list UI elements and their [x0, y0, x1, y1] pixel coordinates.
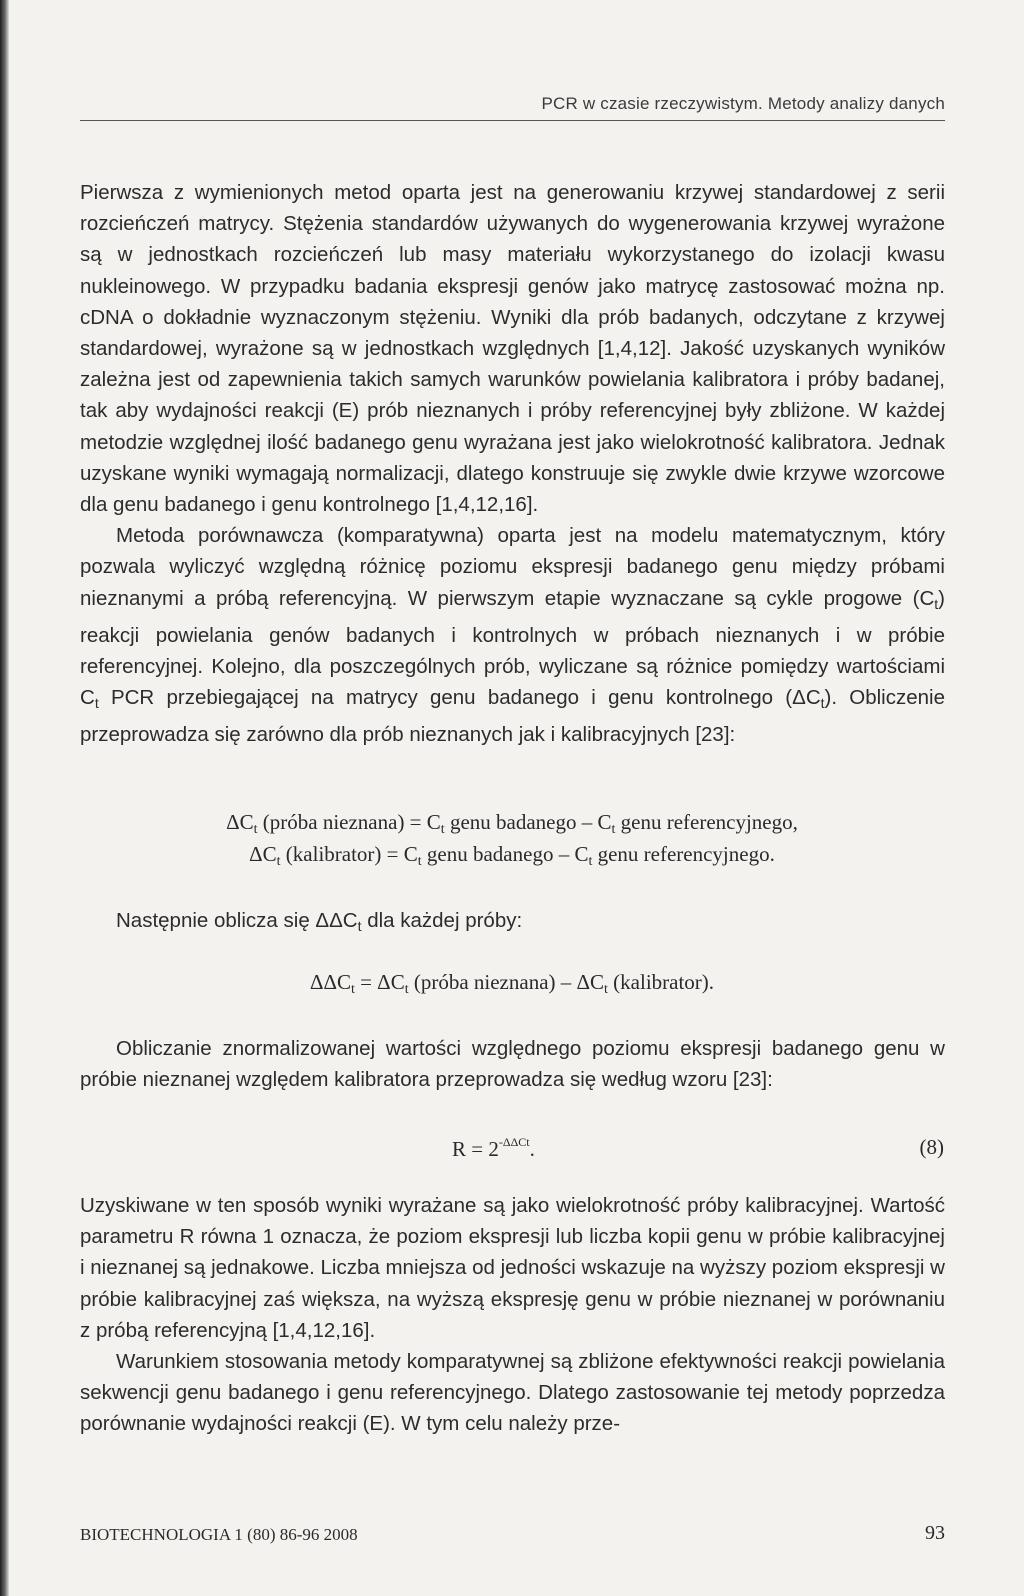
subscript-t: t: [417, 854, 422, 869]
eq3-part: (kalibrator).: [607, 970, 715, 994]
paragraph-2-part-a: Metoda porównawcza (komparatywna) oparta jest na modelu matematycznym, który pozwala wyliczyć względną różnicę poziomu ekspresji badanego genu między próbami nieznanymi a próbą referencyjną. W pierwszym etapie wyznaczane są cykle progowe (C: [80, 524, 945, 610]
subscript-t: t: [934, 595, 939, 612]
paragraph-4: [80, 1033, 945, 1095]
paragraph-5: Uzyskiwane w ten sposób wyniki wyrażane są jako wielokrotność próby kalibracyjnej. Wartość parametru R równa 1 oznacza, że poziom ekspresji lub liczba kopii genu w próbie kalibracyjnej i nieznanej są jednakowe. Liczba mniejsza od jedności wskazuje na wyższy poziom ekspresji w próbie kalibracyjnej zaś większa, na wyższą ekspresję genu w próbie nieznanej w porównaniu z próbą referencyjną [1,4,12,16].: [80, 1194, 945, 1342]
paragraph-1: Pierwsza z wymienionych metod oparta jest na generowaniu krzywej standardowej z serii rozcieńczeń matrycy. Stężenia standardów używanych do wygenerowania krzywej wyrażone są w jednostkach rozcieńczeń lub masy materiału wykorzystanego do izolacji kwasu nukleinowego. W przypadku badania ekspresji genów jako matrycę zastosować można np. cDNA o dokładnie wyznaczonym stężeniu. Wyniki dla prób badanych, odczytane z krzywej standardowej, wyrażone są w jednostkach względnych [1,4,12]. Jakość uzyskanych wyników zależna jest od zapewnienia takich samych warunków powielania kalibratora i próby badanej, tak aby wydajności reakcji (E) prób nieznanych i próby referencyjnej były zbliżone. W każdej metodzie względnej ilość badanego genu wyrażana jest jako wielokrotność kalibratora. Jednak uzyskane wyniki wymagają normalizacji, dlatego konstruuje się zwykle dwie krzywe wzorcowe dla genu badanego i genu kontrolnego [1,4,12,16].: [80, 181, 945, 517]
paragraph-3: [80, 905, 945, 942]
eq2-part: genu referencyjnego.: [592, 842, 775, 866]
eq8-base: R = 2: [452, 1137, 499, 1161]
body-text-bottom: [80, 1190, 945, 1440]
subscript-t: t: [94, 695, 99, 712]
paragraph-3-part-a: Następnie oblicza się ΔΔC: [116, 909, 358, 932]
paragraph-2-part-d: ). Obliczenie przeprowadza się zarówno dla prób nieznanych jak i kalibracyjnych [23]:: [80, 686, 945, 747]
subscript-t: t: [820, 695, 825, 712]
paragraph-2-part-c: PCR przebiegającej na matrycy genu badanego i genu kontrolnego (ΔC: [98, 686, 821, 710]
scan-edge: [0, 0, 9, 1596]
equation-3: [0, 970, 1024, 998]
eq2-part: ΔC: [249, 842, 277, 866]
paragraph-3-part-b: dla każdej próby:: [361, 909, 523, 932]
header-title: PCR w czasie rzeczywistym. Metody analizy danych: [541, 94, 945, 113]
paragraph-2-part-b: ) reakcji powielania genów badanych i kontrolnych w próbach nieznanych i w próbie referencyjnej. Kolejno, dla poszczególnych prób, wyliczane są różnice pomiędzy wartościami C: [80, 586, 945, 710]
equation-8: [452, 1135, 535, 1162]
paragraph-4-text: Obliczanie znormalizowanej wartości względnego poziomu ekspresji badanego genu w próbie nieznanej względem kalibratora przeprowadza się według wzoru [23]:: [80, 1037, 945, 1092]
subscript-t: t: [253, 822, 258, 837]
subscript-t: t: [611, 822, 616, 837]
eq2-part: genu badanego – C: [421, 842, 589, 866]
subscript-t: t: [588, 854, 593, 869]
equation-1: [0, 810, 1024, 838]
page-number: 93: [925, 1522, 945, 1544]
eq1-part: ΔC: [226, 810, 254, 834]
eq3-part: = ΔC: [354, 970, 405, 994]
paragraph-3-text: [80, 905, 945, 942]
subscript-t: t: [350, 982, 355, 997]
eq1-part: genu referencyjnego,: [615, 810, 798, 834]
eq3-part: ΔΔC: [309, 970, 351, 994]
subscript-t: t: [357, 918, 362, 934]
eq3-part: (próba nieznana) – ΔC: [408, 970, 605, 994]
subscript-t: t: [404, 982, 409, 997]
eq8-period: .: [529, 1137, 535, 1161]
footer-journal: BIOTECHNOLOGIA 1 (80) 86-96 2008: [80, 1525, 358, 1544]
subscript-t: t: [440, 822, 445, 837]
paragraph-2: [80, 520, 945, 750]
eq1-part: (próba nieznana) = C: [257, 810, 441, 834]
eq1-part: genu badanego – C: [444, 810, 612, 834]
subscript-t: t: [604, 982, 608, 997]
body-text-top: [80, 177, 945, 751]
eq2-part: (kalibrator) = C: [280, 842, 418, 866]
superscript-exponent: -ΔΔCt: [498, 1135, 530, 1149]
equation-2: [0, 842, 1024, 870]
equation-number: (8): [919, 1135, 944, 1159]
paragraph-6: Warunkiem stosowania metody komparatywnej są zbliżone efektywności reakcji powielania sekwencji genu badanego i genu referencyjnego. Dlatego zastosowanie tej metody poprzedza porównanie wydajności reakcji (E). W tym celu należy prze-: [80, 1350, 945, 1436]
subscript-t: t: [276, 854, 281, 869]
running-header: [80, 94, 945, 121]
